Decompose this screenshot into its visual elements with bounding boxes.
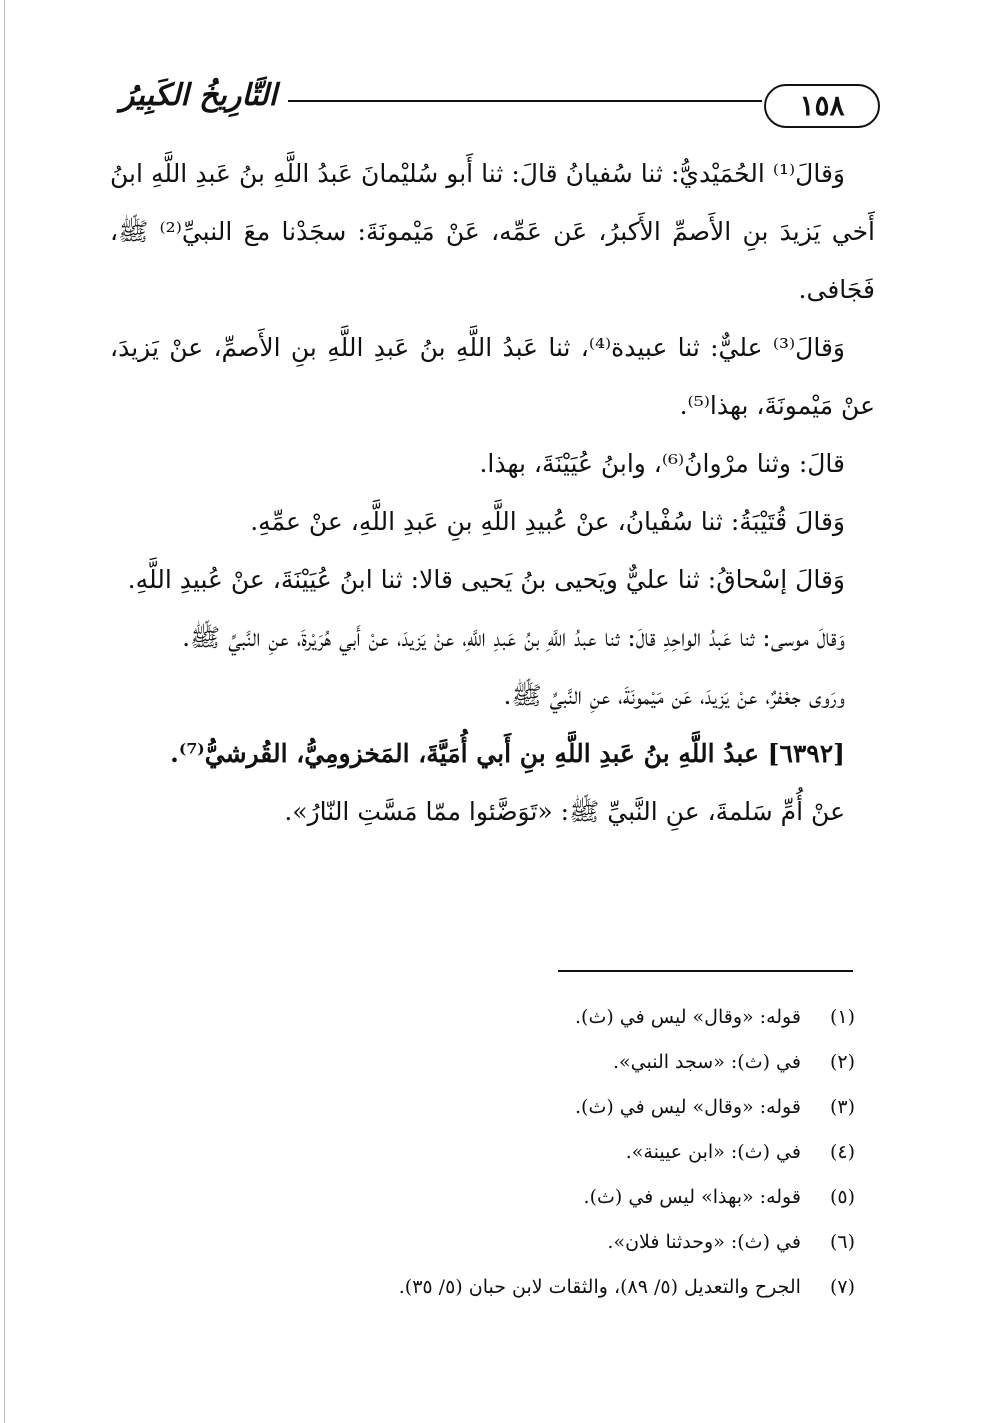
footnote-item <box>215 1040 855 1085</box>
footnote-number: (١) <box>829 1006 855 1028</box>
footnote-item <box>215 1220 855 1265</box>
footnote-item <box>215 1175 855 1220</box>
page-header <box>120 78 880 134</box>
paragraph-6: وَقالَ موسى: ثنا عَبدُ الواحِدِ قالَ: ثنا عبدُ اللَّهِ بنُ عَبدِ اللَّهِ، عنْ يَزيدَ، عنْ أَبي هُرَيْرةَ، عنِ النَّبيِّ ﷺ. <box>182 623 845 652</box>
footnote-number: (٤) <box>829 1141 855 1163</box>
book-title: التَّارِيخُ الكَبِيرُ <box>120 78 278 113</box>
page-number: ١٥٨ <box>764 84 880 128</box>
footnote-item <box>215 1265 855 1310</box>
paragraph-3: قالَ: وثنا مرْوانُ⁽⁶⁾، وابنُ عُيَيْنَةَ، بهذا. <box>479 449 845 478</box>
footnotes-list <box>215 995 855 1310</box>
paragraph-7: ورَوى جعْفرٌ، عنْ يَزيدَ، عَن مَيْمونَةَ، عنِ النَّبيِّ ﷺ. <box>503 681 845 710</box>
footnote-text: في (ث): «وحدثنا فلان». <box>607 1231 801 1253</box>
footnote-separator <box>558 970 853 972</box>
footnote-item <box>215 1085 855 1130</box>
footnote-text: قوله: «وقال» ليس في (ث). <box>575 1006 801 1028</box>
footnote-number: (٦) <box>829 1231 855 1253</box>
footnote-text: في (ث): «ابن عيينة». <box>625 1141 801 1163</box>
page-edge-line <box>4 0 5 1423</box>
paragraph-4: وَقالَ قُتَيْبَةُ: ثنا سُفْيانُ، عنْ عُبيدِ اللَّهِ بنِ عَبدِ اللَّهِ، عنْ عمِّهِ. <box>250 507 845 536</box>
paragraph-2: وَقالَ⁽³⁾ عليٌّ: ثنا عبيدة⁽⁴⁾، ثنا عَبدُ اللَّهِ بنُ عَبدِ اللَّهِ بنِ الأَصمِّ، عنْ يَزيدَ، عنْ مَيْمونَةَ، بهذا⁽⁵⁾. <box>110 333 875 420</box>
footnote-number: (٢) <box>829 1051 855 1073</box>
footnote-text: الجرح والتعديل (٥/ ٨٩)، والثقات لابن حبان (٥/ ٣٥). <box>398 1276 801 1298</box>
footnote-text: في (ث): «سجد النبي». <box>612 1051 801 1073</box>
footnote-item <box>215 995 855 1040</box>
main-text <box>110 145 875 841</box>
paragraph-5: وَقالَ إسْحاقُ: ثنا عليٌّ ويَحيى بنُ يَحيى قالا: ثنا ابنُ عُيَيْنَةَ، عنْ عُبيدِ اللَّهِ. <box>127 565 845 594</box>
footnote-number: (٣) <box>829 1096 855 1118</box>
paragraph-9: عنْ أُمِّ سَلمةَ، عنِ النَّبيِّ ﷺ: «تَوَضَّئوا ممّا مَسَّتِ النّارُ». <box>284 797 845 826</box>
footnote-number: (٧) <box>829 1276 855 1298</box>
header-rule <box>288 100 762 102</box>
footnote-item <box>215 1130 855 1175</box>
footnote-text: قوله: «وقال» ليس في (ث). <box>575 1096 801 1118</box>
footnote-number: (٥) <box>829 1186 855 1208</box>
footnote-text: قوله: «بهذا» ليس في (ث). <box>583 1186 801 1208</box>
paragraph-1: وَقالَ⁽¹⁾ الحُمَيْديُّ: ثنا سُفيانُ قالَ: ثنا أَبو سُليْمانَ عَبدُ اللَّهِ بنُ عَبدِ اللَّهِ ابنُ أَخي يَزيدَ بنِ الأَصمِّ الأَكبرُ، عَن عَمِّه، عَنْ مَيْمونَةَ: سجَدْنا معَ النبيِّ⁽²⁾ ﷺ، فَجَافى. <box>110 159 875 304</box>
entry-heading: [٦٣٩٢] عبدُ اللَّهِ بنُ عَبدِ اللَّهِ بنِ أَبي أُمَيَّةَ، المَخزومِيُّ، القُرشيُّ⁽⁷⁾. <box>170 739 845 768</box>
